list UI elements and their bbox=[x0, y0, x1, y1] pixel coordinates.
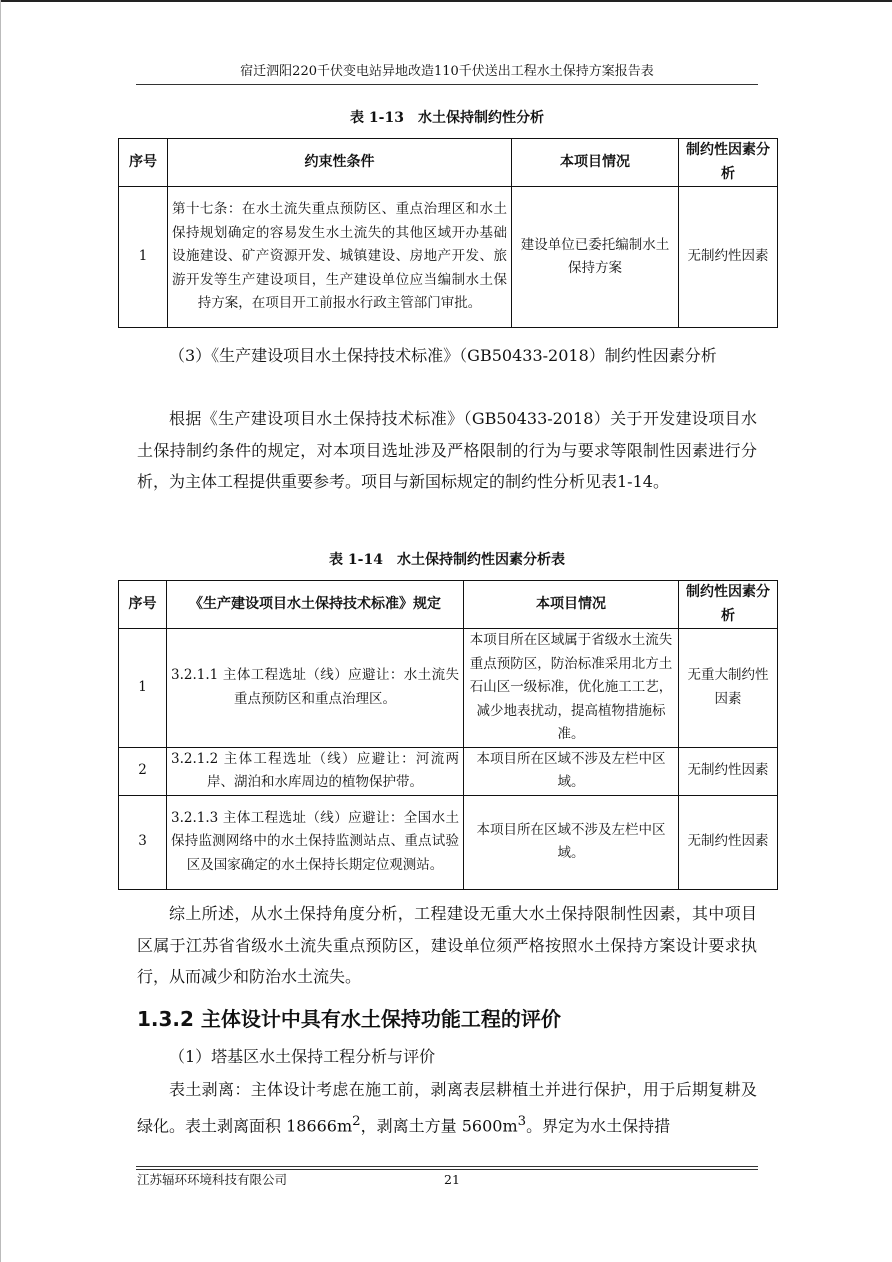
table-row bbox=[119, 187, 778, 328]
header-cell-condition: 约束性条件 bbox=[168, 139, 512, 187]
superscript-3: 3 bbox=[517, 1113, 527, 1129]
table-header-row bbox=[119, 581, 778, 629]
header-cell-rule: 《生产建设项目水土保持技术标准》规定 bbox=[167, 581, 464, 629]
header-cell-no: 序号 bbox=[119, 139, 168, 187]
section-heading: 1.3.2 主体设计中具有水土保持功能工程的评价 bbox=[137, 1007, 561, 1031]
standard-rule: 3.2.1.2 主体工程选址（线）应避让：河流两岸、湖泊和水库周边的植物保护带。 bbox=[167, 747, 464, 795]
footer-company: 江苏辐环环境科技有限公司 bbox=[137, 1172, 288, 1187]
header-cell-situation: 本项目情况 bbox=[464, 581, 679, 629]
topsoil-text-2: ，剥离土方量 5600m bbox=[360, 1115, 518, 1135]
constraint-analysis: 无重大制约性因素 bbox=[679, 629, 778, 748]
header-cell-analysis: 制约性因素分析 bbox=[679, 139, 778, 187]
project-situation: 建设单位已委托编制水土保持方案 bbox=[512, 187, 679, 328]
constraint-analysis: 无制约性因素 bbox=[679, 747, 778, 795]
standard-rule: 3.2.1.3 主体工程选址（线）应避让：全国水土保持监测网络中的水土保持监测站点、重点试验区及国家确定的水土保持长期定位观测站。 bbox=[167, 795, 464, 889]
superscript-2: 2 bbox=[352, 1113, 361, 1129]
project-situation: 本项目所在区域属于省级水土流失重点预防区，防治标准采用北方土石山区一级标准，优化施工工艺，减少地表扰动，提高植物措施标准。 bbox=[464, 629, 679, 748]
table-1-14 bbox=[118, 580, 778, 890]
table-header-row bbox=[119, 139, 778, 187]
project-situation: 本项目所在区域不涉及左栏中区域。 bbox=[464, 795, 679, 889]
header-rule bbox=[136, 84, 758, 85]
paragraph-basis: 根据《生产建设项目水土保持技术标准》（GB50433-2018）关于开发建设项目水土保持制约条件的规定，对本项目选址涉及严格限制的行为与要求等限制性因素进行分析，为主体工程提供重要参考。项目与新国标规定的制约性分析见表1-14。 bbox=[137, 409, 757, 491]
row-number: 1 bbox=[119, 187, 168, 328]
running-header: 宿迁泗阳220千伏变电站异地改造110千伏送出工程水土保持方案报告表 bbox=[240, 64, 654, 79]
page-top-border bbox=[0, 0, 892, 2]
project-situation: 本项目所在区域不涉及左栏中区域。 bbox=[464, 747, 679, 795]
table-row bbox=[119, 629, 778, 748]
constraint-condition: 第十七条：在水土流失重点预防区、重点治理区和水土保持规划确定的容易发生水土流失的其他区域开办基础设施建设、矿产资源开发、城镇建设、房地产开发、旅游开发等生产建设项目，生产建设单位应当编制水土保持方案，在项目开工前报水行政主管部门审批。 bbox=[168, 187, 512, 328]
row-number: 2 bbox=[119, 747, 167, 795]
row-number: 3 bbox=[119, 795, 167, 889]
standard-rule: 3.2.1.1 主体工程选址（线）应避让：水土流失重点预防区和重点治理区。 bbox=[167, 629, 464, 748]
constraint-analysis: 无制约性因素 bbox=[679, 795, 778, 889]
paragraph-topsoil-stripping bbox=[137, 1074, 757, 1141]
footer-rule bbox=[136, 1169, 758, 1170]
topsoil-text-1: 表土剥离：主体设计考虑在施工前，剥离表层耕植土并进行保护，用于后期复耕及绿化。表土剥离面积 18666m bbox=[137, 1080, 757, 1135]
topsoil-text-3: 。界定为水土保持措 bbox=[526, 1115, 671, 1135]
header-cell-situation: 本项目情况 bbox=[512, 139, 679, 187]
header-cell-no: 序号 bbox=[119, 581, 167, 629]
paragraph-summary: 综上所述，从水土保持角度分析，工程建设无重大水土保持限制性因素，其中项目区属于江苏省省级水土流失重点预防区，建设单位须严格按照水土保持方案设计要求执行，从而减少和防治水土流失。 bbox=[137, 904, 757, 986]
page-number: 21 bbox=[444, 1172, 460, 1187]
table-1-14-caption: 表 1-14 水土保持制约性因素分析表 bbox=[329, 552, 565, 568]
table-row bbox=[119, 747, 778, 795]
page-left-border bbox=[0, 0, 1, 1262]
constraint-analysis: 无制约性因素 bbox=[679, 187, 778, 328]
paragraph-tower-base-title: （1）塔基区水土保持工程分析与评价 bbox=[169, 1047, 436, 1066]
table-1-13-caption: 表 1-13 水土保持制约性分析 bbox=[350, 110, 544, 126]
table-1-13 bbox=[118, 138, 778, 328]
table-row bbox=[119, 795, 778, 889]
paragraph-standard-analysis: （3）《生产建设项目水土保持技术标准》（GB50433-2018）制约性因素分析 bbox=[169, 346, 717, 365]
row-number: 1 bbox=[119, 629, 167, 748]
footer-rule bbox=[136, 1166, 758, 1167]
header-cell-analysis: 制约性因素分析 bbox=[679, 581, 778, 629]
